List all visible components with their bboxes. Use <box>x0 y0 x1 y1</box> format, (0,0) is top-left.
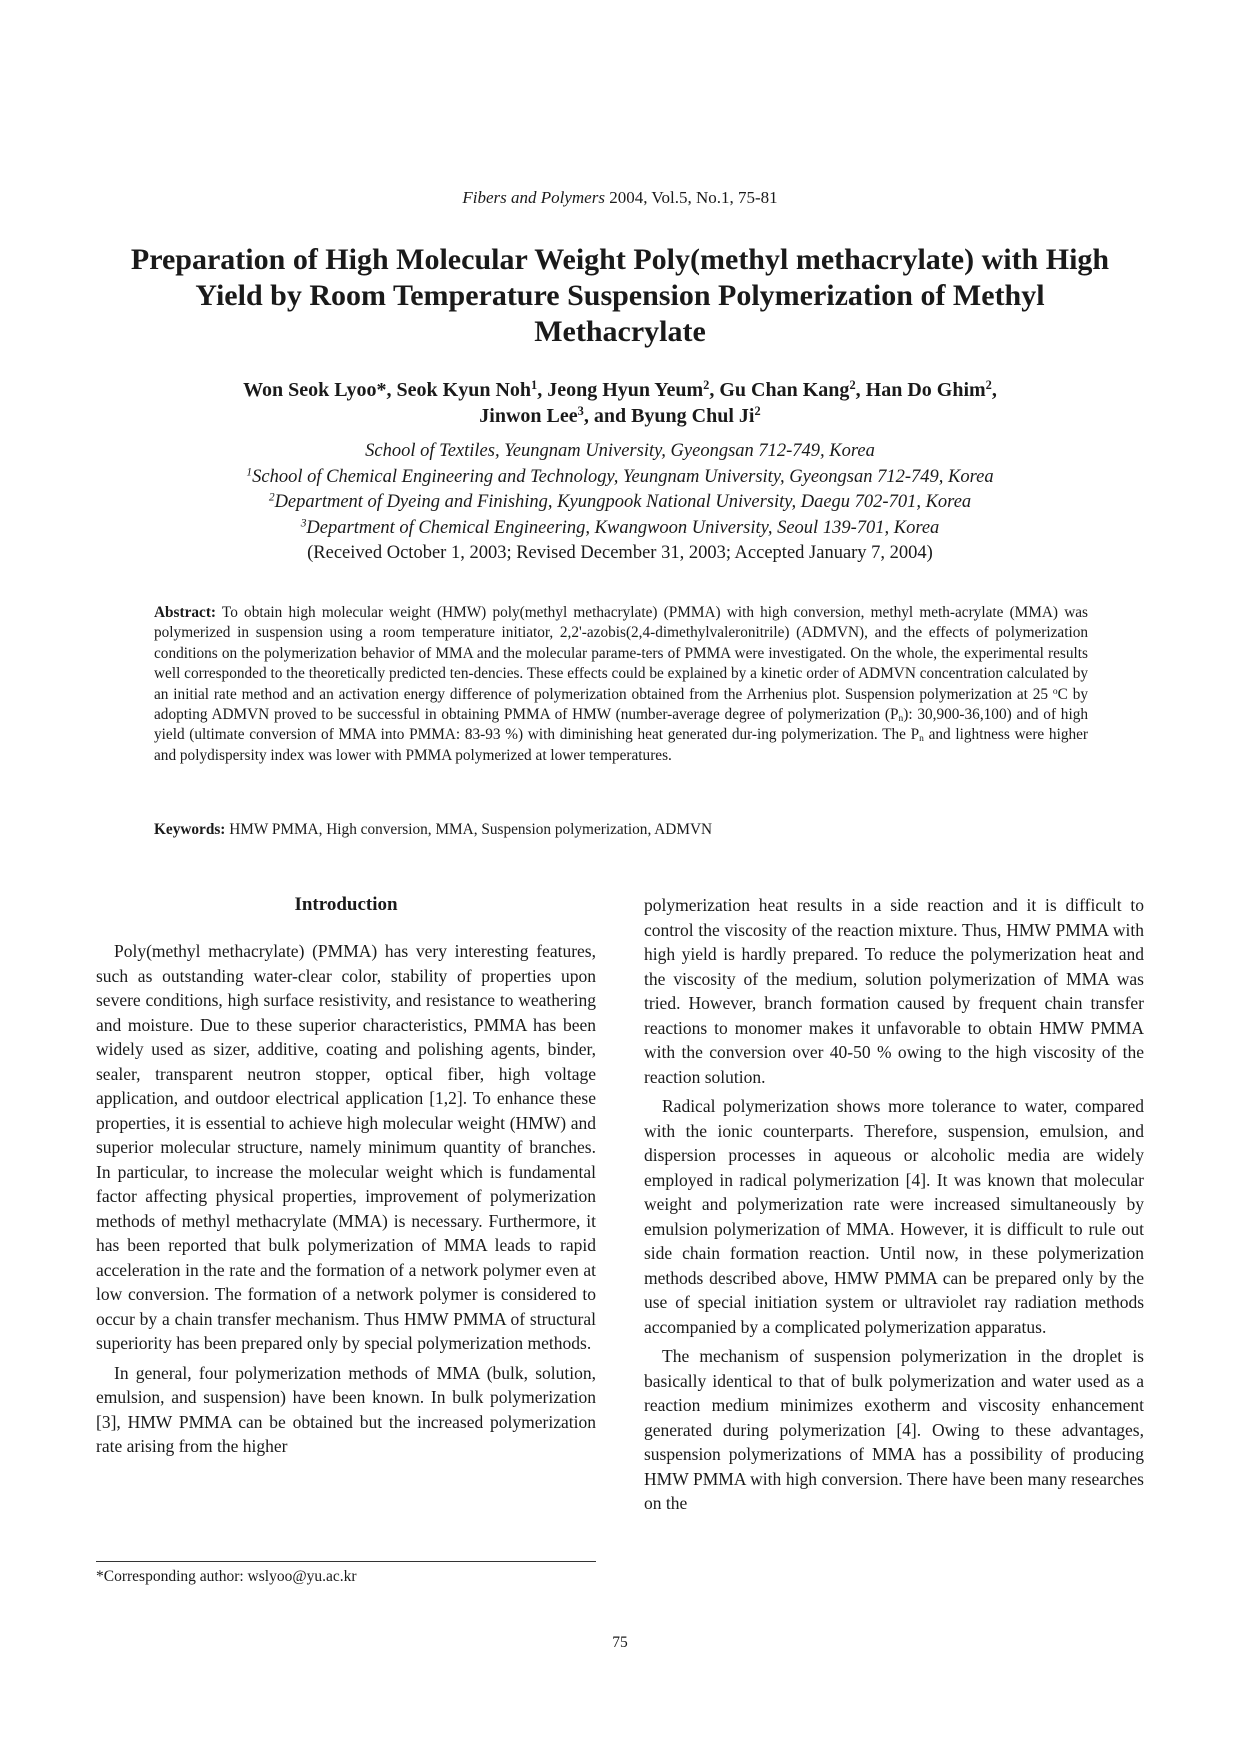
author: Gu Chan Kang <box>719 379 850 401</box>
page-number: 75 <box>612 1634 628 1651</box>
keywords-label: Keywords: <box>154 821 226 838</box>
author: Jeong Hyun Yeum <box>547 379 704 401</box>
journal-header <box>0 188 1240 208</box>
abstract: Abstract: To obtain high molecular weight (HMW) poly(methyl methacrylate) (PMMA) with high conversion, methyl meth-acrylate (MMA) was polymerized in suspension using a room temperature initiator, 2,2'-azobis(2,4-dimethylvaleronitrile) (ADMVN), and the effects of polymerization conditions on the polymerization behavior of MMA and the molecular parame-ters of PMMA were investigated. On the whole, the experimental results well corresponded to the theoretically predicted ten-dencies. These effects could be explained by a kinetic order of ADMVN concentration calculated by an initial rate method and an activation energy difference of polymerization obtained from the Arrhenius plot. Suspension polymerization at 25 $^o$C by adopting ADMVN proved to be successful in obtaining PMMA of HMW (number-average degree of polymerization $(P_n)$: 30,900-36,100) and of high yield (ultimate conversion of MMA into PMMA: 83-93 %) with diminishing heat generated dur-ing polymerization. The $P_n$ and lightness were higher and polydispersity index was lower with PMMA polymerized at lower temperatures. <box>154 604 1089 764</box>
author: Byung Chul Ji <box>631 405 755 427</box>
author: Won Seok Lyoo* <box>243 379 387 401</box>
body-paragraph: Poly(methyl methacrylate) (PMMA) has very interesting features, such as outstanding water-clear color, stability of properties upon severe conditions, high surface resistivity, and resistance to weathering and moisture. Due to these superior characteristics, PMMA has been widely used as sizer, additive, coating and polishing agents, binder, sealer, transparent neutron stopper, optical fiber, high voltage application, and outdoor electrical application [1,2]. To enhance these properties, it is essential to achieve high molecular weight (HMW) and superior molecular structure, namely minimum quantity of branches. In particular, to increase the molecular weight which is fundamental factor affecting physical properties, improvement of polymerization methods of methyl methacrylate (MMA) is necessary. Furthermore, it has been reported that bulk polymerization of MMA leads to rapid acceleration in the rate and the formation of a network polymer even at low conversion. The formation of a network polymer is considered to occur by a chain transfer mechanism. Thus HMW PMMA of structural superiority has been prepared only by special polymerization methods. <box>96 941 596 1353</box>
body-paragraph: polymerization heat results in a side reaction and it is difficult to control the viscosity of the reaction mixture. Thus, HMW PMMA with high yield is hardly prepared. To reduce the polymerization heat and the viscosity of the medium, solution polymerization of MMA was tried. However, branch formation caused by frequent chain transfer reactions to monomer makes it unfavorable to obtain HMW PMMA with the conversion over 40-50 % owing to the high viscosity of the reaction solution. <box>644 895 1144 1087</box>
author-affiliation-mark: 2 <box>849 378 856 393</box>
author-affiliation-mark: 2 <box>754 404 761 419</box>
author-affiliation-mark: 2 <box>985 378 992 393</box>
paper-title: Preparation of High Molecular Weight Poly(methyl methacrylate) with High Yield by Room Temperature Suspension Polymerization of Methyl Methacrylate <box>130 243 1110 348</box>
keywords <box>154 820 1088 840</box>
left-column <box>96 893 596 1464</box>
body-paragraph: Radical polymerization shows more tolerance to water, compared with the ionic counterparts. Therefore, suspension, emulsion, and dispersion processes in aqueous or alcoholic media are widely employed in radical polymerization [4]. It was known that molecular weight and polymerization rate were increased simultaneously by emulsion polymerization of MMA. However, it is difficult to rule out side chain formation reaction. Until now, in these polymerization methods described above, HMW PMMA can be prepared only by the use of special initiation system or ultraviolet ray radiation methods accompanied by a complicated polymerization apparatus. <box>644 1096 1144 1337</box>
affiliation: $^1$School of Chemical Engineering and Technology, Yeungnam University, Gyeongsan 712-749, Korea <box>246 466 994 487</box>
author: Jinwon Lee <box>479 405 578 427</box>
affiliation: $^3$Department of Chemical Engineering, Kwangwoon University, Seoul 139-701, Korea <box>300 517 940 538</box>
author-affiliation-mark: 1 <box>531 378 538 393</box>
affiliation: $^2$Department of Dyeing and Finishing, Kyungpook National University, Daegu 702-701, Korea <box>268 491 972 512</box>
footnote-divider <box>96 1561 596 1562</box>
corresponding-author-footnote: *Corresponding author: wslyoo@yu.ac.kr <box>96 1568 357 1585</box>
received-dates: (Received October 1, 2003; Revised December 31, 2003; Accepted January 7, 2004) <box>307 543 933 563</box>
keywords-text: HMW PMMA, High conversion, MMA, Suspension polymerization, ADMVN <box>225 821 713 838</box>
journal-details: 2004, Vol.5, No.1, 75-81 <box>604 188 778 207</box>
abstract-label: Abstract: <box>154 604 217 621</box>
author-affiliation-mark: 3 <box>577 404 584 419</box>
author-affiliation-mark: 2 <box>703 378 710 393</box>
journal-name: Fibers and Polymers <box>462 188 605 207</box>
author: Seok Kyun Noh <box>396 379 532 401</box>
section-heading: Introduction <box>294 894 398 915</box>
body-paragraph: In general, four polymerization methods of MMA (bulk, solution, emulsion, and suspension) have been known. In bulk polymerization [3], HMW PMMA can be obtained but the increased polymerization rate arising from the higher <box>96 1362 596 1456</box>
affiliation-list <box>100 439 1140 567</box>
body-paragraph: The mechanism of suspension polymerization in the droplet is basically identical to that of bulk polymerization and water used as a reaction medium minimizes exotherm and viscosity enhancement generated during polymerization [4]. Owing to these advantages, suspension polymerizations of MMA has a possibility of producing HMW PMMA with high conversion. There have been many researches on the <box>644 1346 1144 1513</box>
right-column <box>644 893 1144 1521</box>
author: Han Do Ghim <box>865 379 986 401</box>
affiliation: School of Textiles, Yeungnam University, Gyeongsan 712-749, Korea <box>365 441 875 461</box>
author-list: Won Seok Lyoo*, Seok Kyun Noh$^1$, Jeong Hyun Yeum$^2$, Gu Chan Kang$^2$, Han Do Ghim$^2$, Jinwon Lee$^3$, and Byung Chul Ji$^2$ <box>243 378 997 427</box>
